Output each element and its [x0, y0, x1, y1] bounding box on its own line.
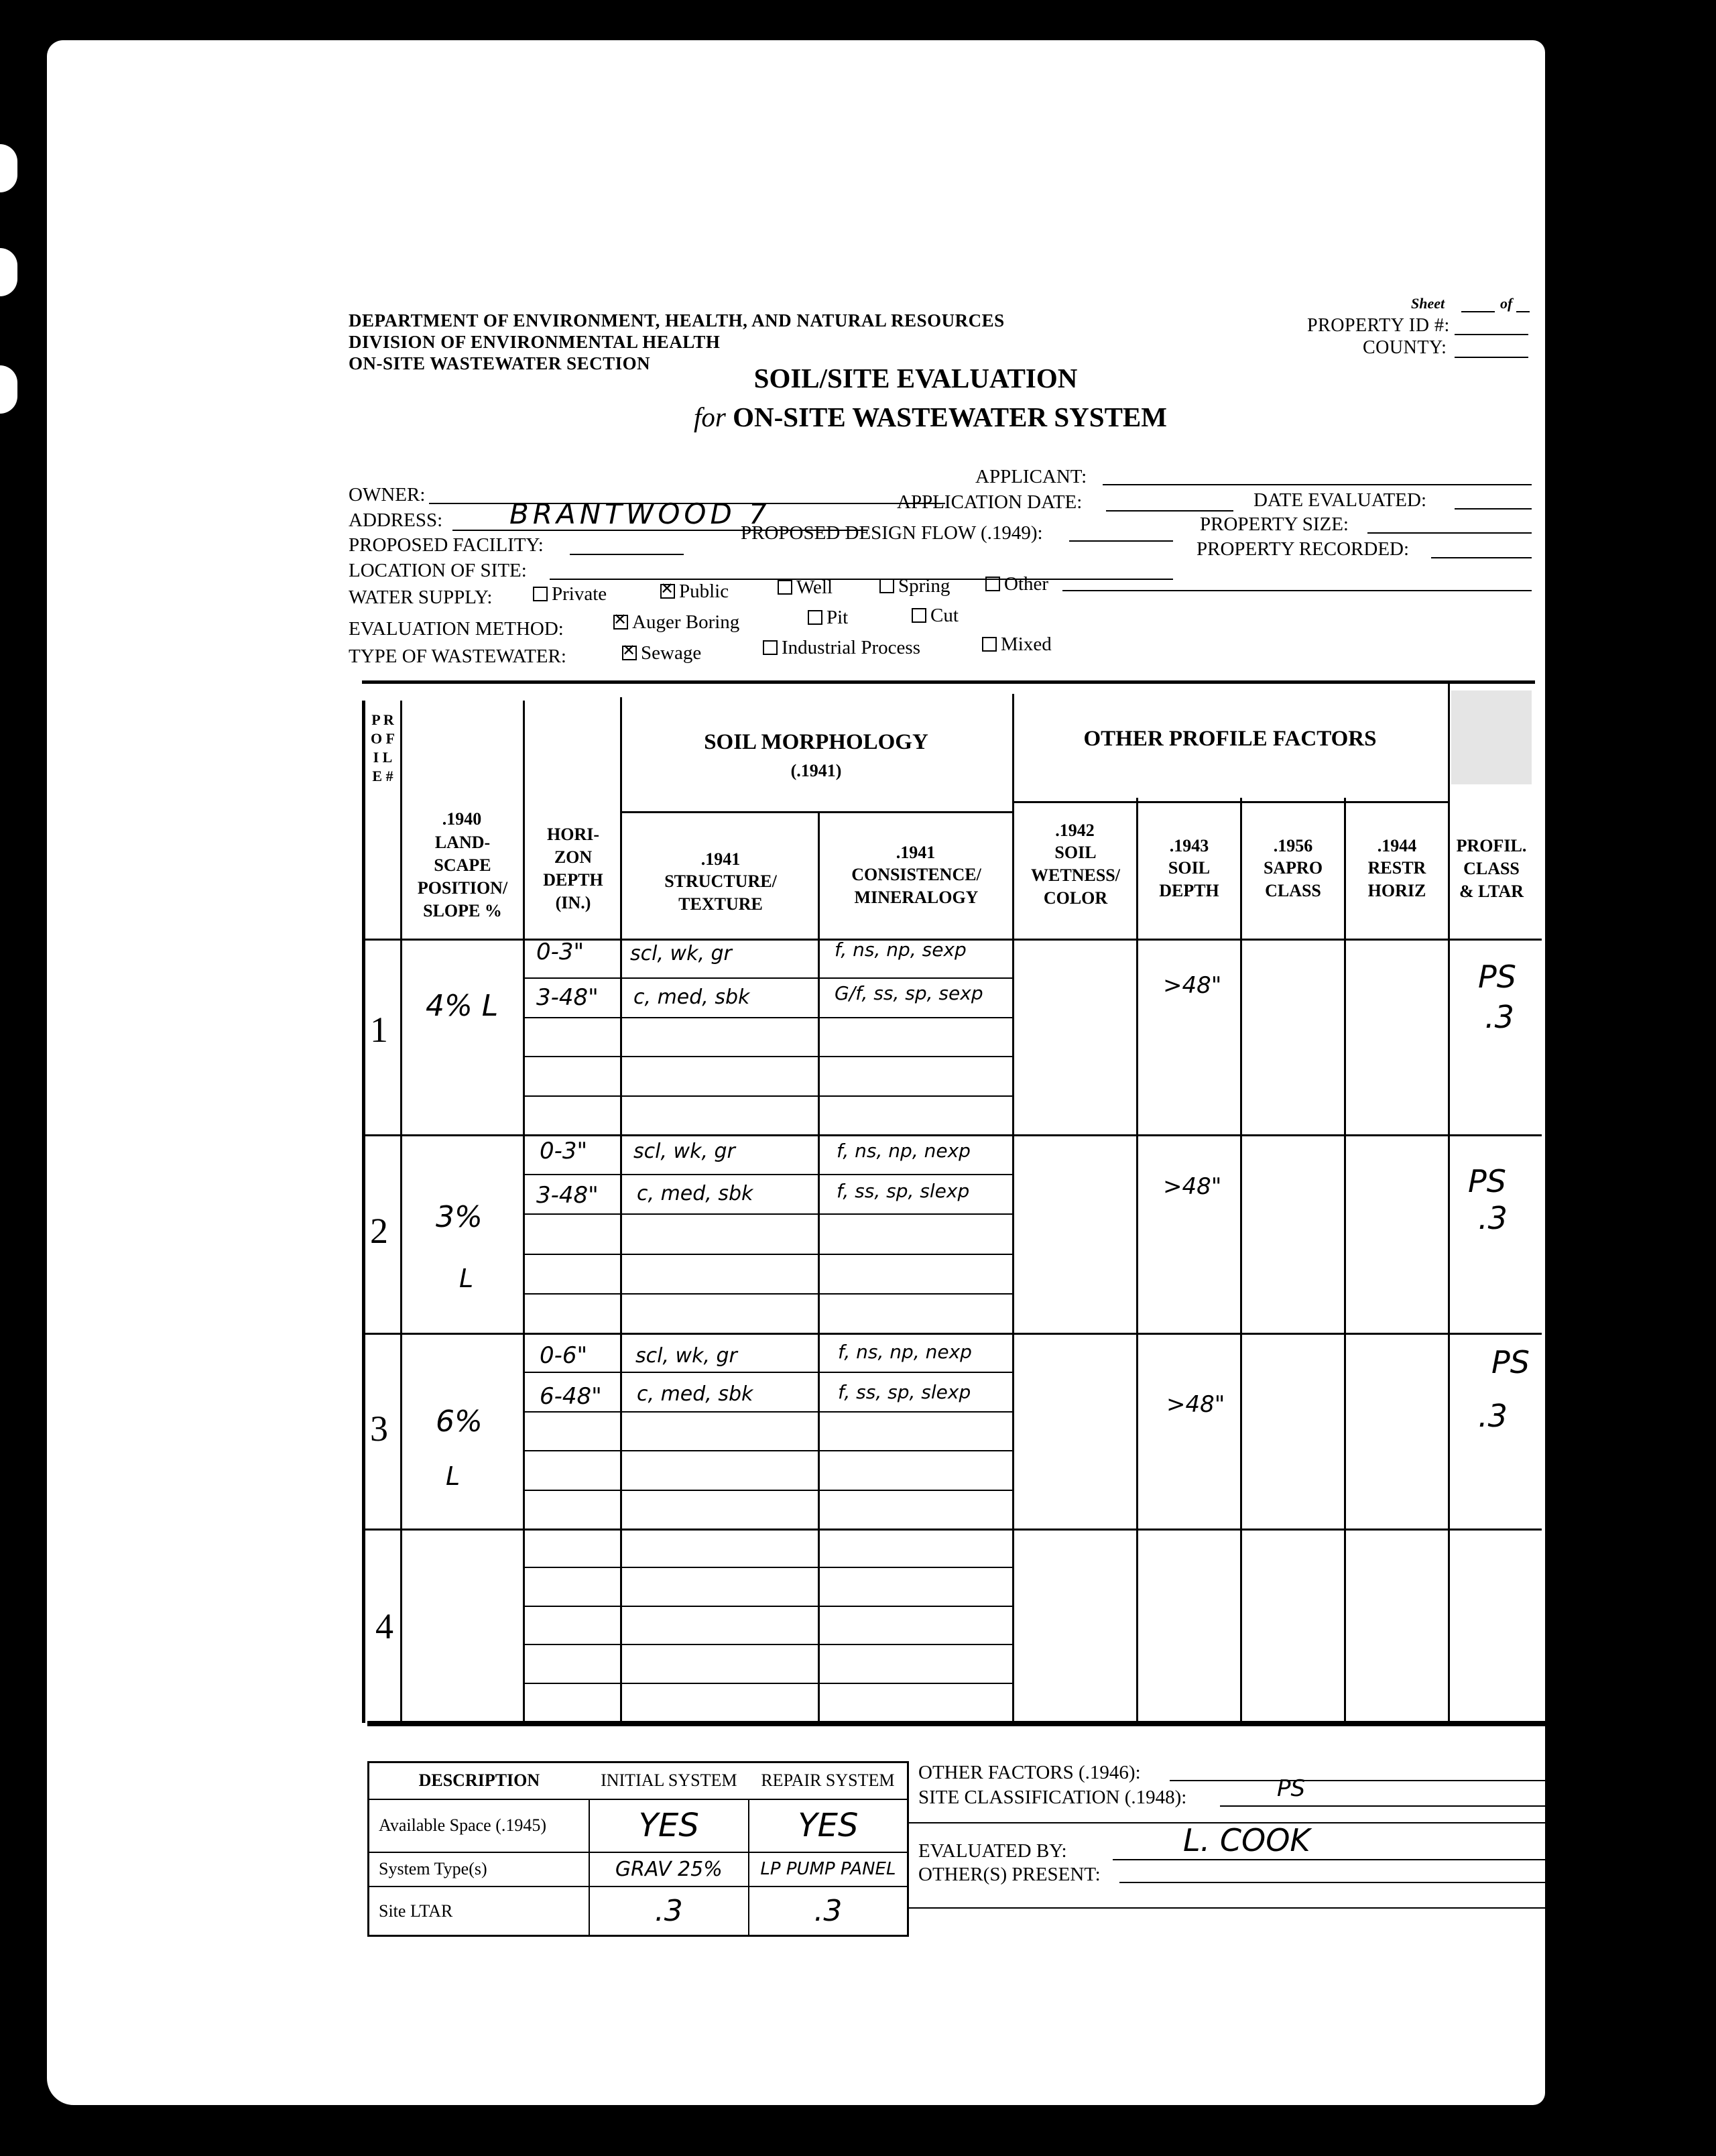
horizon-rule	[524, 1254, 1012, 1255]
property-recorded-label: PROPERTY RECORDED:	[1197, 538, 1410, 560]
horizon-rule	[524, 1644, 1012, 1645]
horizon-depth: 6-48"	[540, 1383, 602, 1410]
proposed-facility-label: PROPOSED FACILITY:	[349, 534, 544, 556]
design-flow-label: PROPOSED DESIGN FLOW (.1949):	[741, 522, 1043, 544]
profile-class: PS	[1491, 1344, 1530, 1380]
profile-ltar: .3	[1478, 1398, 1508, 1434]
checked-checkbox-icon	[613, 615, 628, 630]
soil-morphology-code: (.1941)	[790, 761, 842, 780]
profile-class-header: PROFIL. CLASS & LTAR	[1456, 836, 1527, 901]
location-field[interactable]	[550, 579, 1173, 580]
profile-class: PS	[1478, 959, 1516, 995]
consistence: f, ss, sp, slexp	[837, 1180, 970, 1202]
slope-landscape: L	[459, 1264, 474, 1293]
profile-number: 4	[375, 1606, 393, 1646]
sapro-code: .1956	[1273, 836, 1313, 855]
water-supply-spring[interactable]: Spring	[879, 575, 950, 597]
property-recorded-field[interactable]	[1431, 557, 1532, 558]
evaluation-method-label: EVALUATION METHOD:	[349, 618, 564, 640]
location-label: LOCATION OF SITE:	[349, 560, 527, 581]
horizon-depth: 3-48"	[536, 984, 599, 1011]
profile-number-header: P R O F I L E #	[370, 711, 395, 784]
other-profile-factors-header: OTHER PROFILE FACTORS	[1083, 727, 1377, 751]
initial-value: .3	[589, 1886, 749, 1935]
horizon-depth: 3-48"	[536, 1182, 599, 1209]
design-flow-field[interactable]	[1069, 540, 1173, 542]
system-summary-table	[367, 1761, 909, 1937]
water-supply-well[interactable]: Well	[778, 577, 833, 599]
soil-depth-code: .1943	[1169, 836, 1209, 855]
address-label: ADDRESS:	[349, 510, 443, 531]
horizon-rule	[524, 977, 1012, 979]
repair-value: LP PUMP PANEL	[749, 1852, 908, 1886]
checkbox-icon	[985, 577, 1000, 591]
description-header: DESCRIPTION	[418, 1771, 540, 1791]
checkbox-icon	[763, 640, 778, 655]
restr-header: RESTR HORIZ	[1367, 858, 1426, 900]
others-present-label: OTHER(S) PRESENT:	[918, 1864, 1101, 1885]
structure-header: STRUCTURE/ TEXTURE	[664, 872, 777, 914]
landscape-header: LAND-SCAPE POSITION/ SLOPE %	[417, 833, 508, 920]
consistence: f, ns, np, sexp	[835, 939, 967, 961]
application-date-field[interactable]	[1106, 510, 1233, 512]
consistence: f, ns, np, nexp	[837, 1140, 971, 1162]
horizon-depth: 0-6"	[540, 1342, 588, 1369]
application-date-label: APPLICATION DATE:	[897, 491, 1083, 513]
wetness-header: SOIL WETNESS/ COLOR	[1031, 843, 1120, 908]
horizon-rule	[524, 1293, 1012, 1295]
profile-number: 3	[370, 1409, 388, 1449]
horizon-rule	[524, 1411, 1012, 1413]
site-classification-label: SITE CLASSIFICATION (.1948):	[918, 1787, 1187, 1808]
dept-line-1: DEPARTMENT OF ENVIRONMENT, HEALTH, AND NATURAL RESOURCES	[349, 310, 1005, 331]
sheet-label: Sheet	[1411, 295, 1445, 312]
slope-value: 3%	[436, 1200, 483, 1234]
checkbox-icon	[778, 580, 792, 595]
evaluated-by-label: EVALUATED BY:	[918, 1840, 1067, 1862]
applicant-label: APPLICANT:	[975, 466, 1087, 487]
profile-ltar: .3	[1485, 999, 1514, 1035]
profile-number: 2	[370, 1211, 388, 1251]
initial-value: YES	[589, 1799, 749, 1852]
restr-code: .1944	[1377, 836, 1417, 855]
horizon-rule	[524, 1490, 1012, 1491]
horizon-rule	[524, 1567, 1012, 1568]
summary-row	[369, 1799, 908, 1852]
horizon-depth: 0-3"	[536, 939, 585, 965]
structure-texture: scl, wk, gr	[633, 1140, 735, 1163]
slope-landscape: L	[446, 1461, 461, 1491]
water-supply-private[interactable]: Private	[533, 583, 607, 605]
row-label: Available Space (.1945)	[369, 1799, 589, 1852]
soil-morphology-header: SOIL MORPHOLOGY	[704, 730, 928, 754]
dept-line-2: DIVISION OF ENVIRONMENTAL HEALTH	[349, 332, 721, 352]
horizon-rule	[524, 1095, 1012, 1097]
horizon-rule	[524, 1174, 1012, 1175]
checkbox-icon	[982, 637, 997, 652]
consistence-code: .1941	[896, 843, 936, 862]
summary-row	[369, 1852, 908, 1886]
horizon-rule	[524, 1683, 1012, 1684]
structure-code: .1941	[700, 849, 741, 869]
initial-value: GRAV 25%	[589, 1852, 749, 1886]
county-label: COUNTY:	[1363, 337, 1447, 358]
wetness-code: .1942	[1055, 821, 1095, 840]
landscape-code: .1940	[442, 809, 482, 829]
eval-auger-boring[interactable]: ✕ Auger Boring	[613, 611, 739, 634]
form-title: SOIL/SITE EVALUATION	[753, 363, 1078, 394]
horizon-rule	[524, 1606, 1012, 1607]
water-supply-other[interactable]: Other	[985, 573, 1048, 595]
horizon-depth-header: HORI-ZON DEPTH (IN.)	[543, 825, 603, 912]
structure-texture: c, med, sbk	[637, 1382, 753, 1406]
row-label: Site LTAR	[369, 1886, 589, 1935]
property-id-label: PROPERTY ID #:	[1307, 315, 1450, 336]
profile-class: PS	[1468, 1163, 1506, 1199]
structure-texture: c, med, sbk	[637, 1182, 753, 1205]
checkbox-icon	[808, 610, 822, 625]
checked-checkbox-icon	[622, 646, 637, 660]
profile-ltar: .3	[1478, 1200, 1508, 1236]
repair-value: .3	[749, 1886, 908, 1935]
horizon-rule	[524, 1017, 1012, 1018]
sapro-header: SAPRO CLASS	[1263, 858, 1323, 900]
date-evaluated-field[interactable]	[1455, 508, 1532, 510]
horizon-rule	[524, 1450, 1012, 1451]
structure-texture: scl, wk, gr	[635, 1344, 737, 1368]
horizon-rule	[524, 1372, 1012, 1373]
consistence: f, ns, np, nexp	[838, 1341, 972, 1363]
binder-hole	[0, 144, 17, 192]
checkbox-icon	[879, 579, 894, 593]
consistence: f, ss, sp, slexp	[838, 1381, 971, 1403]
soil-depth-value: >48"	[1163, 1173, 1222, 1200]
soil-depth-value: >48"	[1163, 972, 1222, 999]
eval-pit[interactable]: Pit	[808, 607, 848, 629]
row-label: System Type(s)	[369, 1852, 589, 1886]
structure-texture: scl, wk, gr	[630, 942, 732, 965]
repair-system-header: REPAIR SYSTEM	[761, 1771, 895, 1791]
slope-value: 4% L	[426, 989, 499, 1023]
water-supply-public[interactable]: ✕ Public	[660, 581, 729, 603]
horizon-rule	[524, 1213, 1012, 1215]
soil-depth-header: SOIL DEPTH	[1159, 858, 1219, 900]
wastewater-industrial[interactable]: Industrial Process	[763, 637, 920, 659]
address-value: BRANTWOOD 7	[509, 497, 771, 530]
evaluated-by-signature: L. COOK	[1183, 1822, 1310, 1858]
repair-value: YES	[749, 1799, 908, 1852]
wastewater-type-label: TYPE OF WASTEWATER:	[349, 646, 566, 667]
horizon-rule	[524, 1056, 1012, 1057]
other-factors-field[interactable]	[1170, 1780, 1555, 1781]
property-size-label: PROPERTY SIZE:	[1200, 514, 1349, 535]
soil-depth-value: >48"	[1166, 1391, 1225, 1418]
proposed-facility-field[interactable]	[570, 554, 684, 555]
evaluated-by-field[interactable]	[1113, 1859, 1555, 1860]
site-classification-value: PS	[1277, 1775, 1306, 1802]
site-classification-field[interactable]	[1220, 1805, 1555, 1807]
binder-hole	[0, 248, 17, 296]
eval-cut[interactable]: Cut	[912, 605, 959, 627]
consistence-header: CONSISTENCE/ MINERALOGY	[851, 865, 981, 907]
date-evaluated-label: DATE EVALUATED:	[1253, 489, 1427, 511]
others-present-field[interactable]	[1119, 1882, 1555, 1883]
of-label: of	[1500, 295, 1513, 312]
checkbox-icon	[533, 587, 548, 601]
owner-label: OWNER:	[349, 484, 426, 505]
checkbox-icon	[912, 608, 926, 623]
applicant-field[interactable]	[1103, 484, 1532, 485]
profile-number: 1	[370, 1010, 388, 1050]
property-size-field[interactable]	[1367, 532, 1532, 534]
wastewater-sewage[interactable]: ✕ Sewage	[622, 642, 701, 664]
water-supply-label: WATER SUPPLY:	[349, 587, 493, 608]
wastewater-mixed[interactable]: Mixed	[982, 634, 1052, 656]
checked-checkbox-icon	[660, 584, 675, 599]
dept-line-3: ON-SITE WASTEWATER SECTION	[349, 353, 651, 373]
other-factors-label: OTHER FACTORS (.1946):	[918, 1762, 1141, 1783]
slope-value: 6%	[436, 1404, 483, 1439]
horizon-depth: 0-3"	[540, 1138, 588, 1164]
structure-texture: c, med, sbk	[633, 985, 750, 1009]
initial-system-header: INITIAL SYSTEM	[601, 1771, 737, 1791]
consistence: G/f, ss, sp, sexp	[835, 982, 983, 1004]
summary-row	[369, 1886, 908, 1935]
form-subtitle: for ON-SITE WASTEWATER SYSTEM	[694, 402, 1167, 432]
binder-hole	[0, 365, 17, 414]
